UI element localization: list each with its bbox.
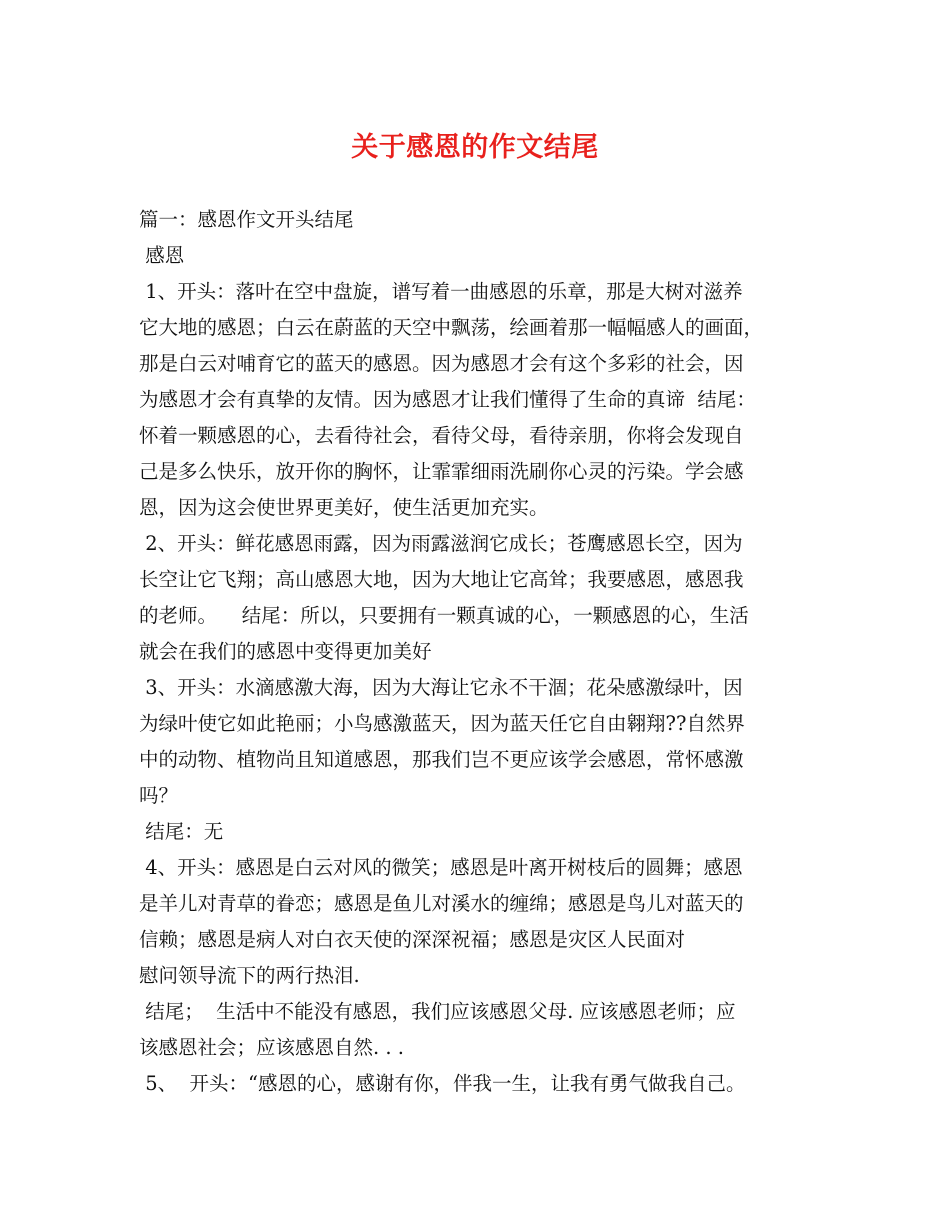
- text-line: 1、开头：落叶在空中盘旋，谱写着一曲感恩的乐章，那是大树对滋养: [139, 280, 743, 303]
- text-line: 结尾； 生活中不能没有感恩，我们应该感恩父母. 应该感恩老师；应: [139, 1000, 736, 1023]
- text-line: 3、开头：水滴感激大海，因为大海让它永不干涸；花朵感激绿叶，因: [139, 676, 743, 699]
- text-line: 篇一：感恩作文开头结尾: [139, 208, 354, 231]
- text-line: 长空让它飞翔；高山感恩大地，因为大地让它高耸；我要感恩，感恩我: [139, 568, 744, 591]
- text-line: 那是白云对哺育它的蓝天的感恩。因为感恩才会有这个多彩的社会，因: [139, 352, 744, 375]
- text-line: 感恩: [139, 244, 185, 267]
- text-line: 的老师。 结尾：所以，只要拥有一颗真诚的心，一颗感恩的心，生活: [139, 604, 749, 627]
- text-line: 恩，因为这会使世界更美好，使生活更加充实。: [139, 496, 549, 519]
- text-line: 它大地的感恩；白云在蔚蓝的天空中飘荡，绘画着那一幅幅感人的画面，: [139, 316, 764, 339]
- text-line: 2、开头：鲜花感恩雨露，因为雨露滋润它成长；苍鹰感恩长空，因为: [139, 532, 743, 555]
- text-line: 结尾：无: [139, 820, 224, 843]
- text-line: 该感恩社会；应该感恩自然. . .: [139, 1036, 404, 1059]
- text-line: 己是多么快乐，放开你的胸怀，让霏霏细雨洗刷你心灵的污染。学会感: [139, 460, 744, 483]
- text-line: 慰问领导流下的两行热泪.: [139, 964, 360, 987]
- text-line: 怀着一颗感恩的心，去看待社会，看待父母，看待亲朋，你将会发现自: [139, 424, 744, 447]
- page-title: 关于感恩的作文结尾: [351, 132, 599, 163]
- text-line: 吗？: [139, 784, 179, 807]
- text-line: 就会在我们的感恩中变得更加美好: [139, 640, 432, 663]
- text-line: 4、开头：感恩是白云对风的微笑；感恩是叶离开树枝后的圆舞；感恩: [139, 856, 743, 879]
- text-line: 为绿叶使它如此艳丽；小鸟感激蓝天，因为蓝天任它自由翱翔??自然界: [139, 712, 745, 735]
- text-line: 5、 开头：“感恩的心，感谢有你，伴我一生，让我有勇气做我自己。: [139, 1072, 746, 1095]
- text-line: 是羊儿对青草的眷恋；感恩是鱼儿对溪水的缠绵；感恩是鸟儿对蓝天的: [139, 892, 744, 915]
- text-line: 为感恩才会有真挚的友情。因为感恩才让我们懂得了生命的真谛 结尾：: [139, 388, 756, 411]
- text-line: 信赖；感恩是病人对白衣天使的深深祝福；感恩是灾区人民面对: [139, 928, 686, 951]
- document-body: [139, 202, 815, 1102]
- text-line: 中的动物、植物尚且知道感恩，那我们岂不更应该学会感恩，常怀感激: [139, 748, 744, 771]
